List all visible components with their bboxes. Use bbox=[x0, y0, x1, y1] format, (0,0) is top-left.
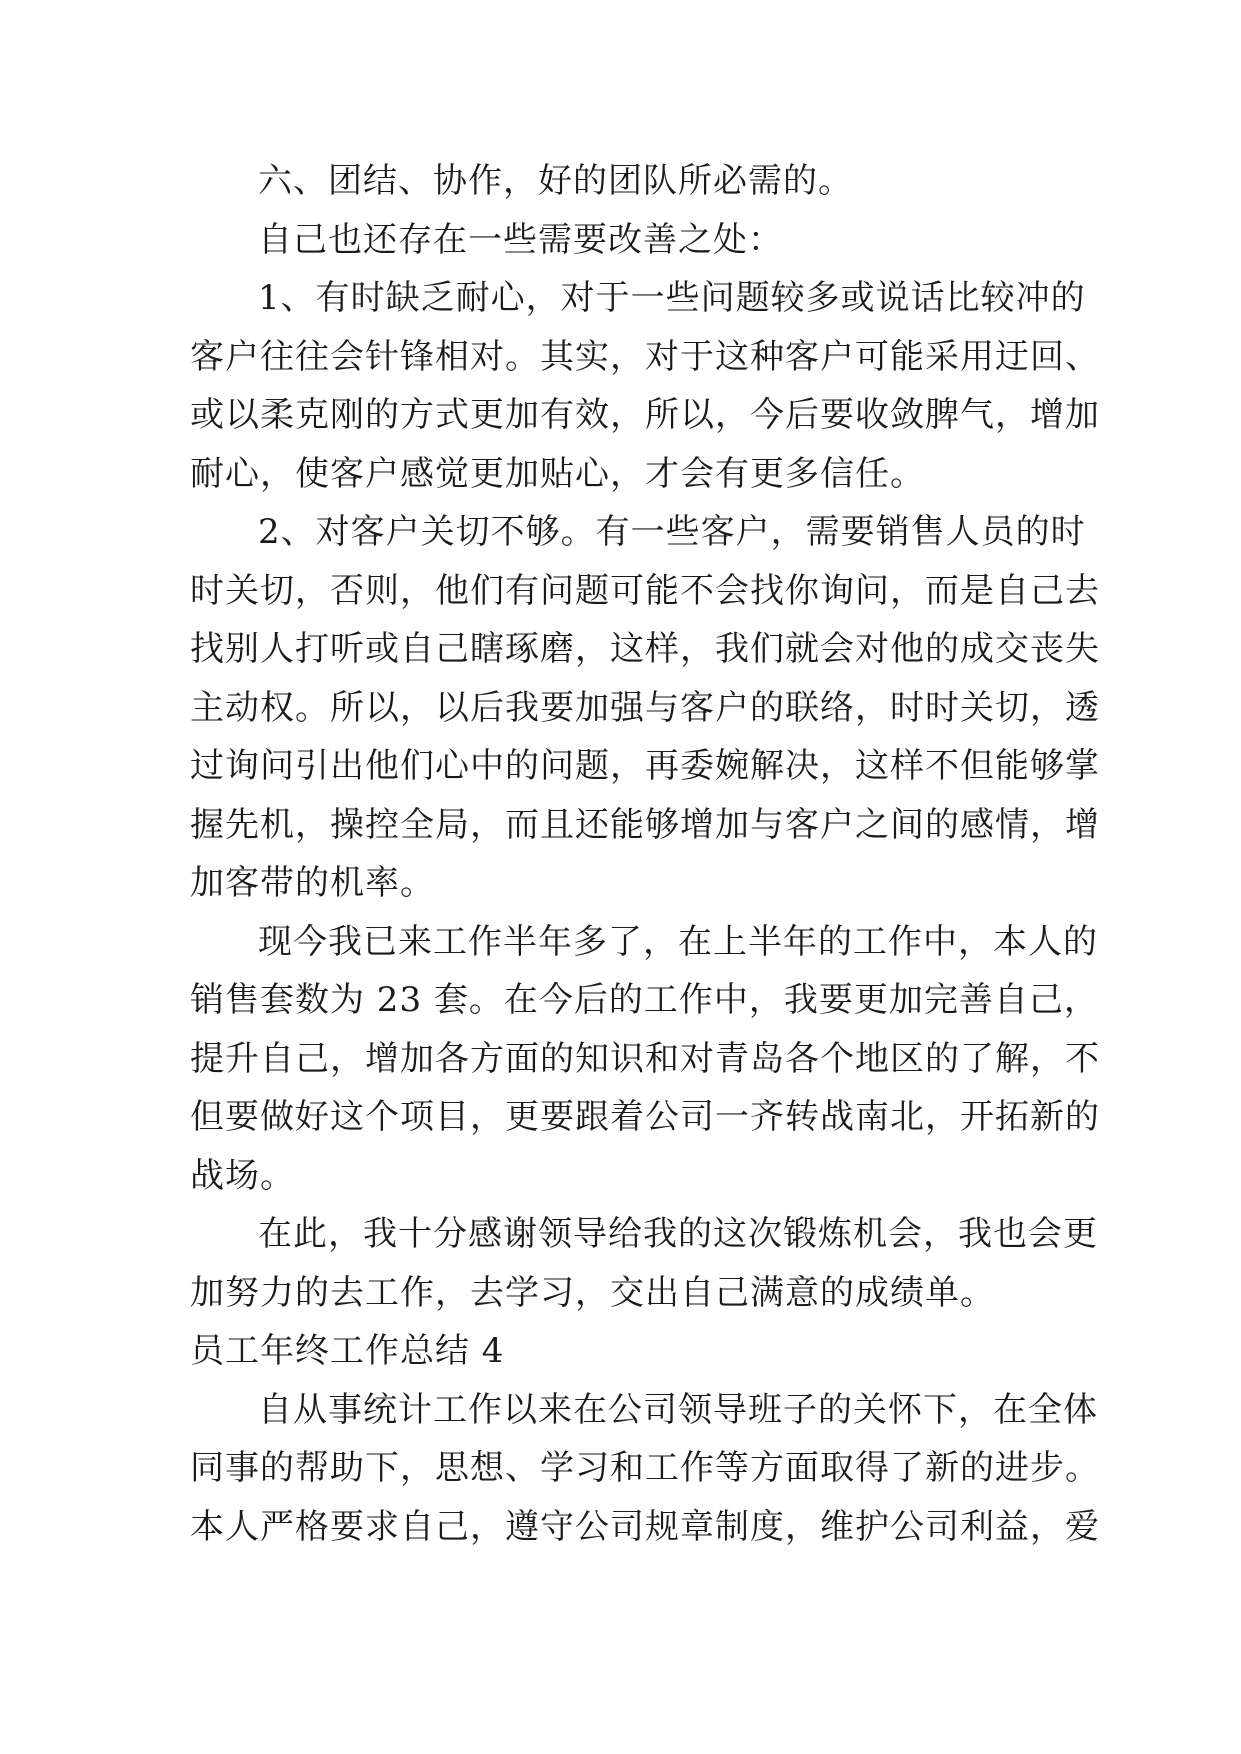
text-line: 过询问引出他们心中的问题，再委婉解决，这样不但能够掌 bbox=[190, 746, 1100, 786]
text-line: 客户往往会针锋相对。其实，对于这种客户可能采用迂回、 bbox=[190, 336, 1100, 377]
document-body bbox=[190, 152, 1100, 1556]
text-line: 加客带的机率。 bbox=[190, 863, 435, 903]
text-line: 销售套数为 23 套。在今后的工作中，我要更加完善自己， bbox=[190, 980, 1099, 1020]
text-line: 但要做好这个项目，更要跟着公司一齐转战南北，开拓新的 bbox=[190, 1097, 1100, 1137]
text-line: 现今我已来工作半年多了，在上半年的工作中，本人的 bbox=[258, 921, 1098, 962]
text-line: 握先机，操控全局，而且还能够增加与客户之间的感情，增 bbox=[190, 804, 1100, 845]
text-line: 六、团结、协作，好的团队所必需的。 bbox=[258, 161, 853, 201]
text-line: 耐心，使客户感觉更加贴心，才会有更多信任。 bbox=[190, 453, 925, 494]
text-line: 找别人打听或自己瞎琢磨，这样，我们就会对他的成交丧失 bbox=[190, 629, 1100, 669]
text-line: 同事的帮助下，思想、学习和工作等方面取得了新的进步。 bbox=[190, 1448, 1100, 1488]
text-line: 或以柔克刚的方式更加有效，所以，今后要收敛脾气，增加 bbox=[190, 395, 1100, 435]
text-line: 提升自己，增加各方面的知识和对青岛各个地区的了解，不 bbox=[190, 1038, 1100, 1079]
text-line: 本人严格要求自己，遵守公司规章制度，维护公司利益，爱 bbox=[190, 1506, 1100, 1547]
text-line: 时关切，否则，他们有问题可能不会找你询问，而是自己去 bbox=[190, 570, 1100, 611]
text-line: 在此，我十分感谢领导给我的这次锻炼机会，我也会更 bbox=[258, 1214, 1098, 1254]
text-line: 自己也还存在一些需要改善之处： bbox=[258, 219, 783, 260]
text-line: 1、有时缺乏耐心，对于一些问题较多或说话比较冲的 bbox=[258, 278, 1086, 318]
text-line: 主动权。所以，以后我要加强与客户的联络，时时关切，透 bbox=[190, 687, 1100, 728]
text-line: 2、对客户关切不够。有一些客户，需要销售人员的时 bbox=[258, 512, 1086, 552]
text-line: 自从事统计工作以来在公司领导班子的关怀下，在全体 bbox=[258, 1389, 1098, 1430]
text-line: 加努力的去工作，去学习，交出自己满意的成绩单。 bbox=[190, 1272, 995, 1313]
section-heading: 员工年终工作总结 4 bbox=[190, 1331, 505, 1371]
text-line: 战场。 bbox=[190, 1155, 295, 1196]
